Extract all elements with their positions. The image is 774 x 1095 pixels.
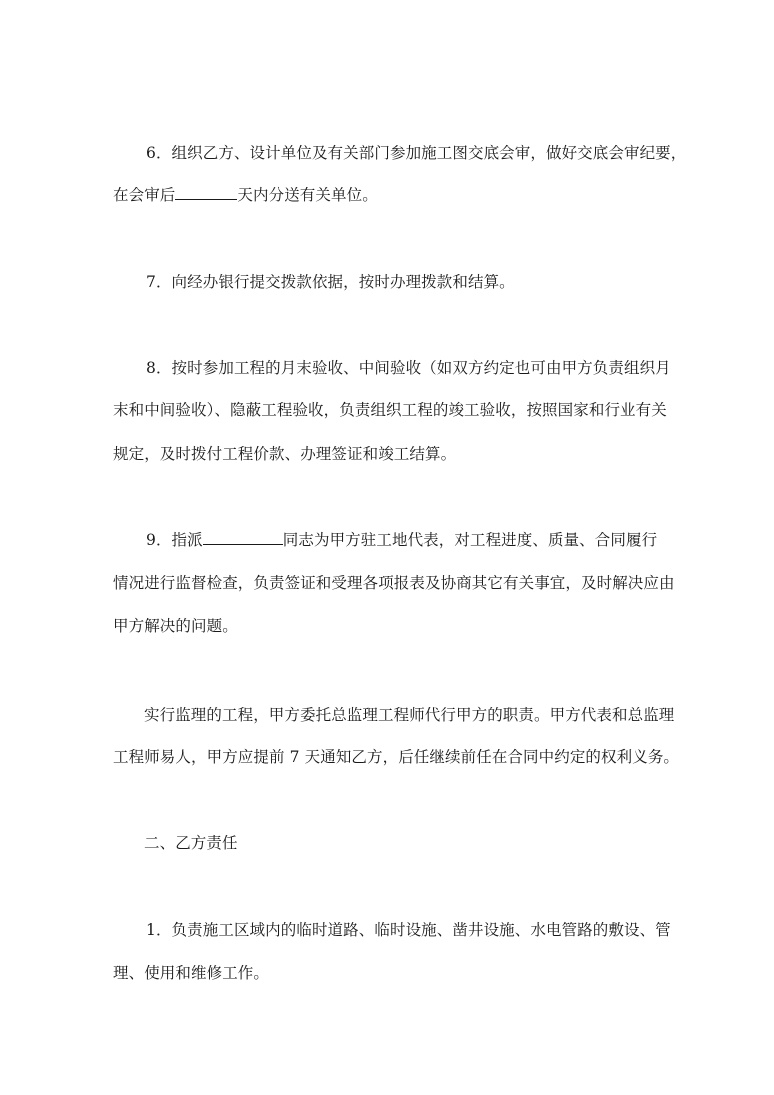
item-6-line-2-pre: 在会审后 bbox=[113, 186, 176, 204]
section-2-heading: 二、乙方责任 bbox=[144, 834, 238, 852]
item-6-line-2 bbox=[113, 185, 378, 205]
blank-days-field bbox=[175, 185, 237, 200]
party-b-item-1-line-1: 1．负责施工区域内的临时道路、临时设施、凿井设施、水电管路的敷设、管 bbox=[146, 921, 671, 939]
item-8-line-2: 末和中间验收）、隐蔽工程验收，负责组织工程的竣工验收，按照国家和行业有关 bbox=[113, 401, 667, 419]
item-9-line-2: 情况进行监督检查，负责签证和受理各项报表及协商其它有关事宜，及时解决应由 bbox=[113, 574, 675, 592]
supervision-line-1: 实行监理的工程，甲方委托总监理工程师代行甲方的职责。甲方代表和总监理 bbox=[144, 706, 675, 724]
blank-representative-field bbox=[203, 530, 283, 545]
item-9-line-1-post: 同志为甲方驻工地代表，对工程进度、质量、合同履行 bbox=[282, 531, 658, 549]
item-8-line-3: 规定，及时拨付工程价款、办理签证和竣工结算。 bbox=[113, 445, 457, 463]
item-6-line-1: 6．组织乙方、设计单位及有关部门参加施工图交底会审，做好交底会审纪要， bbox=[146, 144, 687, 162]
item-9-line-1-pre: 9．指派 bbox=[146, 531, 203, 549]
item-9-line-3: 甲方解决的问题。 bbox=[113, 617, 238, 635]
item-8-line-1: 8．按时参加工程的月末验收、中间验收（如双方约定也可由甲方负责组织月 bbox=[146, 359, 671, 377]
item-6-line-2-post: 天内分送有关单位。 bbox=[237, 186, 378, 204]
item-9-line-1 bbox=[146, 530, 657, 550]
supervision-line-2: 工程师易人，甲方应提前 7 天通知乙方，后任继续前任在合同中约定的权利义务。 bbox=[113, 748, 680, 766]
item-7-line-1: 7．向经办银行提交拨款依据，按时办理拨款和结算。 bbox=[146, 273, 515, 291]
party-b-item-1-line-2: 理、使用和维修工作。 bbox=[113, 964, 270, 982]
